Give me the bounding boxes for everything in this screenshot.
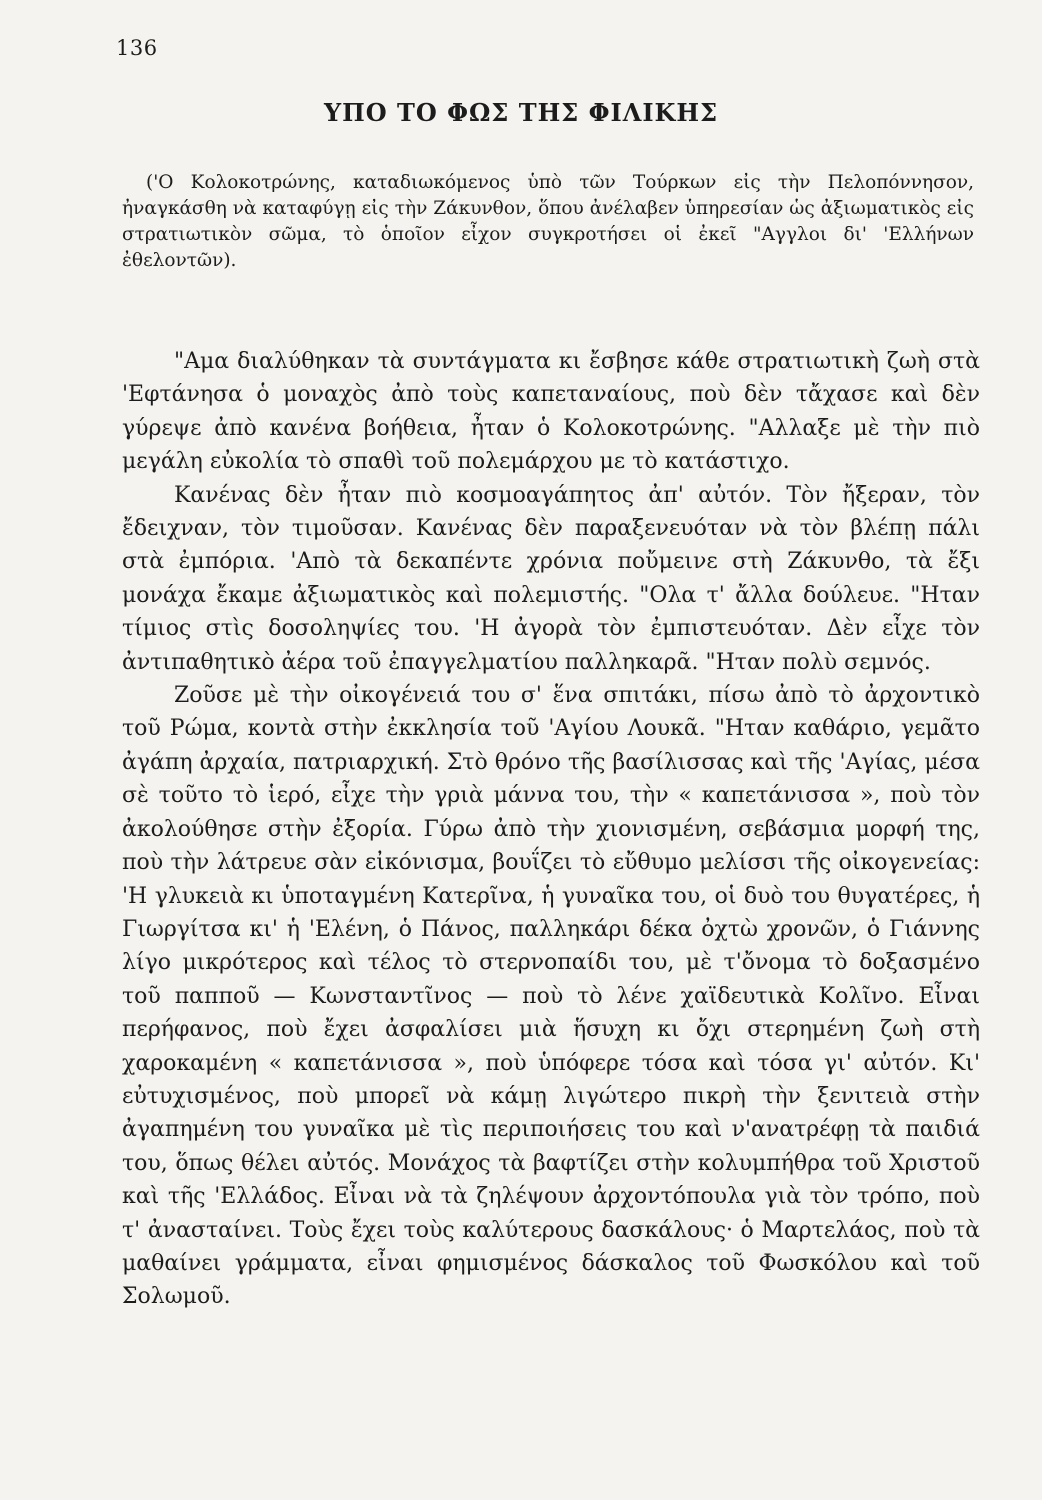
page-number: 136 — [116, 36, 158, 60]
body-text — [122, 345, 980, 1314]
intro-note: ('Ο Κολοκοτρώνης, καταδιωκόμενος ὑπὸ τῶν Τούρκων εἰς τὴν Πελοπόννησον, ἠναγκάσθη νὰ καταφύγῃ εἰς τὴν Ζάκυνθον, ὅπου ἀνέλαβεν ὑπηρεσίαν ὡς ἀξιωματικὸς εἰς στρατιωτικὸν σῶμα, τὸ ὁποῖον εἶχον συγκροτήσει οἱ ἐκεῖ "Αγγλοι δι' 'Ελλήνων ἐθελοντῶν). — [122, 172, 974, 271]
paragraph: Κανένας δὲν ἦταν πιὸ κοσμοαγάπητος ἀπ' αὐτόν. Τὸν ἤξεραν, τὸν ἔδειχναν, τὸν τιμοῦσαν. Κανένας δὲν παραξενευόταν νὰ τὸν βλέπῃ πάλι στὰ ἐμπόρια. 'Απὸ τὰ δεκαπέντε χρόνια ποὔμεινε στὴ Ζάκυνθο, τὰ ἔξι μονάχα ἔκαμε ἀξιωματικὸς καὶ πολεμιστής. "Ολα τ' ἄλλα δούλευε. "Ηταν τίμιος στὶς δοσοληψίες του. 'Η ἀγορὰ τὸν ἐμπιστευόταν. Δὲν εἶχε τὸν ἀντιπαθητικὸ ἀέρα τοῦ ἐπαγγελματίου παλληκαρᾶ. "Ηταν πολὺ σεμνός. — [122, 482, 980, 675]
paragraph: "Αμα διαλύθηκαν τὰ συντάγματα κι ἔσβησε κάθε στρατιωτικὴ ζωὴ στὰ 'Εφτάνησα ὁ μοναχὸς ἀπὸ τοὺς καπεταναίους, ποὺ δὲν τἄχασε καὶ δὲν γύρεψε ἀπὸ κανένα βοήθεια, ἦταν ὁ Κολοκοτρώνης. "Αλλαξε μὲ τὴν πιὸ μεγάλη εὐκολία τὸ σπαθὶ τοῦ πολεμάρχου με τὸ κατάστιχο. — [122, 349, 980, 475]
paragraph: Ζοῦσε μὲ τὴν οἰκογένειά του σ' ἕνα σπιτάκι, πίσω ἀπὸ τὸ ἀρχοντικὸ τοῦ Ρώμα, κοντὰ στὴν ἐκκλησία τοῦ 'Αγίου Λουκᾶ. "Ηταν καθάριο, γεμᾶτο ἀγάπη ἀρχαία, πατριαρχική. Στὸ θρόνο τῆς βασίλισσας καὶ τῆς 'Αγίας, μέσα σὲ τοῦτο τὸ ἱερό, εἶχε τὴν γριὰ μάννα του, τὴν « καπετάνισσα », ποὺ τὸν ἀκολούθησε στὴν ἐξορία. Γύρω ἀπὸ τὴν χιονισμένη, σεβάσμια μορφή της, ποὺ τὴν λάτρευε σὰν εἰκόνισμα, βουΐζει τὸ εὔθυμο μελίσσι τῆς οἰκογενείας: 'Η γλυκειὰ κι ὑποταγμένη Κατερῖνα, ἡ γυναῖκα του, οἱ δυὸ του θυγατέρες, ἡ Γιωργίτσα κι' ἡ 'Ελένη, ὁ Πάνος, παλληκάρι δέκα ὀχτὼ χρονῶν, ὁ Γιάννης λίγο μικρότερος καὶ τέλος τὸ στερνοπαίδι του, μὲ τ'ὄνομα τὸ δοξασμένο τοῦ παπποῦ — Κωνσταντῖνος — ποὺ τὸ λένε χαϊδευτικὰ Κολῖνο. Εἶναι περήφανος, ποὺ ἔχει ἀσφαλίσει μιὰ ἥσυχη κι ὄχι στερημένη ζωὴ στὴ χαροκαμένη « καπετάνισσα », ποὺ ὑπόφερε τόσα καὶ τόσα γι' αὐτόν. Κι' εὐτυχισμένος, ποὺ μπορεῖ νὰ κάμῃ λιγώτερο πικρὴ τὴν ξενιτειὰ στὴν ἀγαπημένη του γυναῖκα μὲ τὶς περιποιήσεις του καὶ ν'ανατρέφῃ τὰ παιδιά του, ὅπως θέλει αὐτός. Μονάχος τὰ βαφτίζει στὴν κολυμπήθρα τοῦ Χριστοῦ καὶ τῆς 'Ελλάδος. Εἶναι νὰ τὰ ζηλέψουν ἀρχοντόπουλα γιὰ τὸν τρόπο, ποὺ τ' ἀνασταίνει. Τοὺς ἔχει τοὺς καλύτερους δασκάλους· ὁ Μαρτελάος, ποὺ τὰ μαθαίνει γράμματα, εἶναι φημισμένος δάσκαλος τοῦ Φωσκόλου καὶ τοῦ Σολωμοῦ. — [122, 683, 980, 1310]
chapter-title: ΥΠΟ ΤΟ ΦΩΣ ΤΗΣ ΦΙΛΙΚΗΣ — [323, 98, 719, 127]
